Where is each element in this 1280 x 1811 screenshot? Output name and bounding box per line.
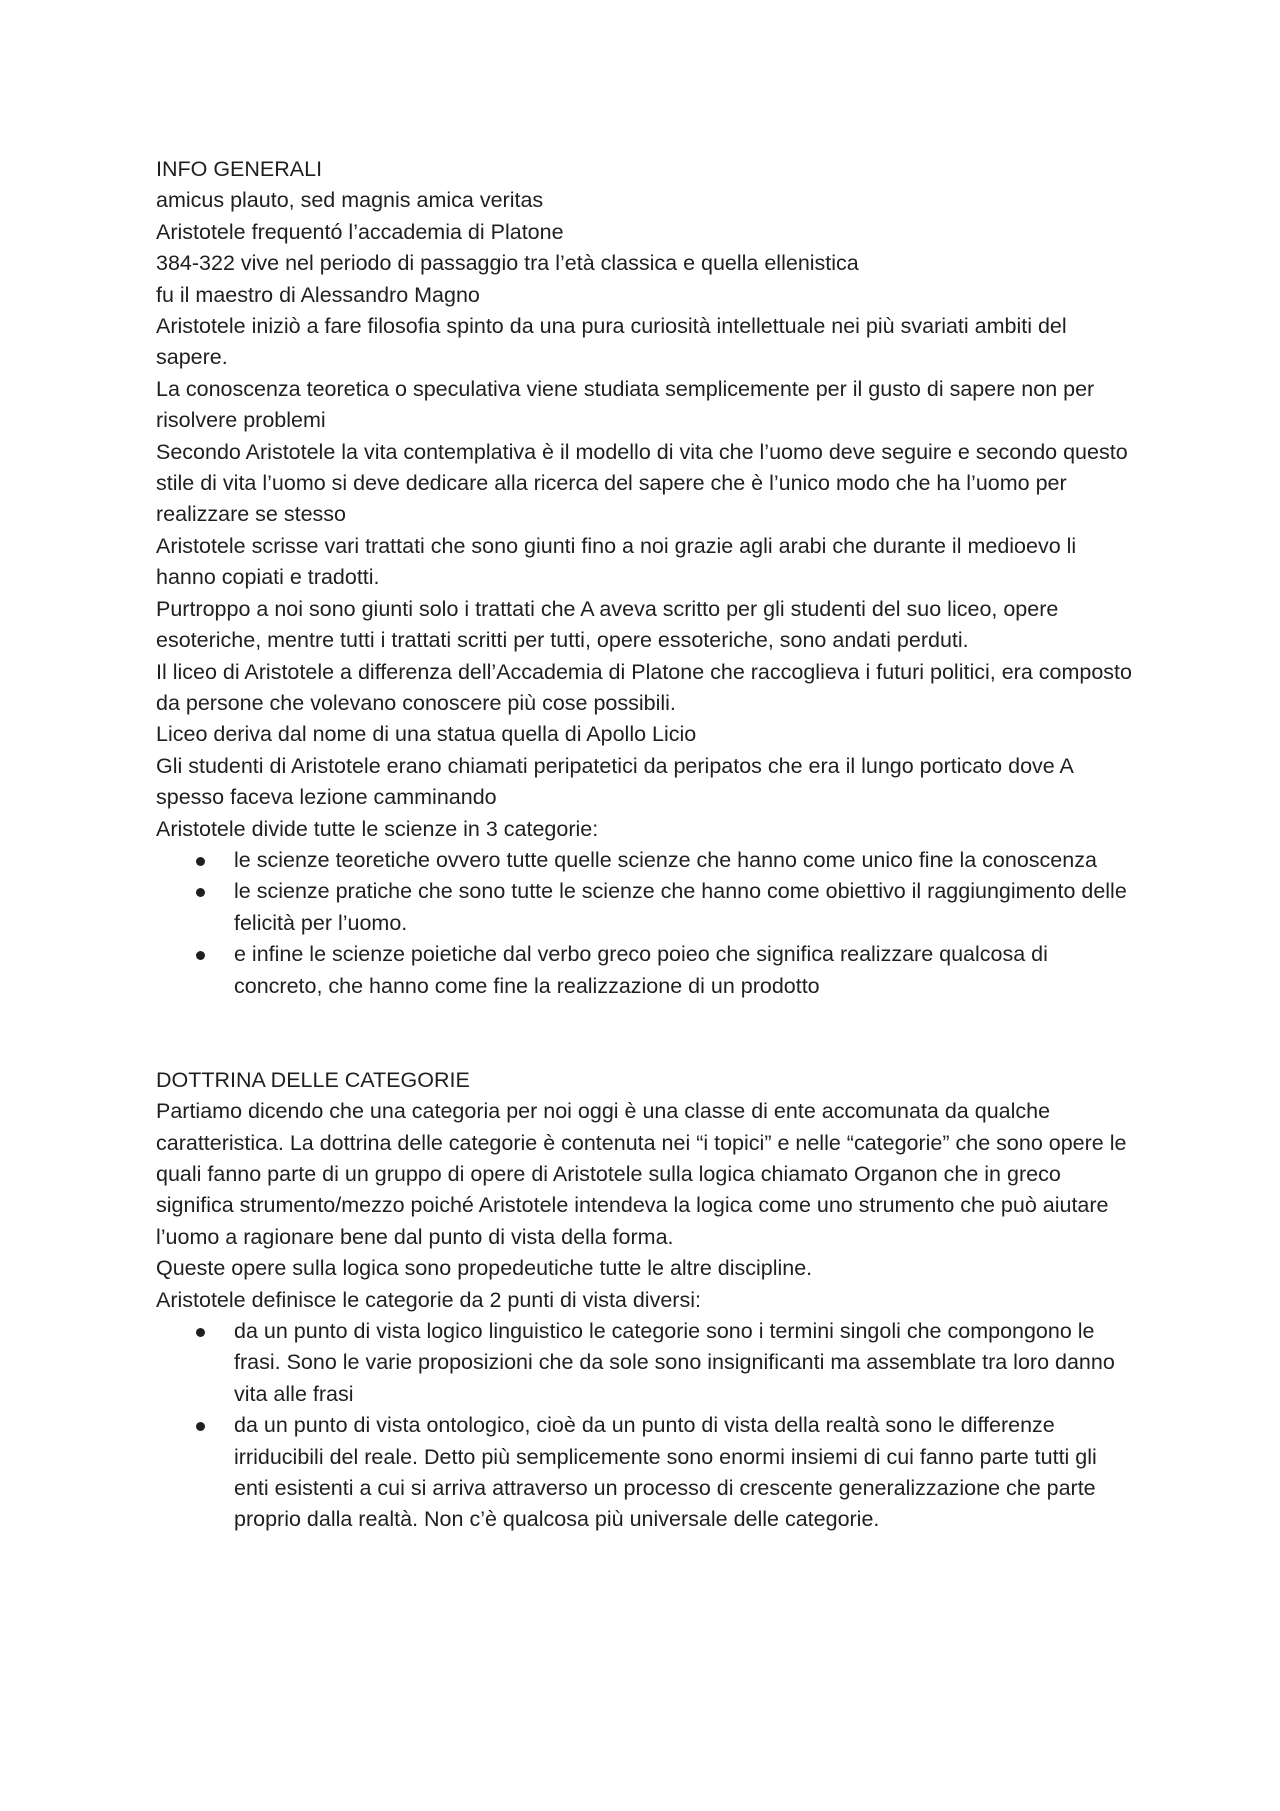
sciences-bullet-list: [156, 845, 1136, 1002]
section-heading-info-generali: INFO GENERALI: [156, 157, 323, 181]
paragraph: 384-322 vive nel periodo di passaggio tra l’età classica e quella ellenistica: [156, 251, 859, 276]
paragraph: Queste opere sulla logica sono propedeutiche tutte le altre discipline.: [156, 1256, 813, 1281]
list-item-text: e infine le scienze poietiche dal verbo greco poieo che significa realizzare qualcosa di concreto, che hanno come fine la realizzazione di un prodotto: [234, 942, 1048, 998]
bullet-dot-icon: [196, 951, 205, 960]
list-item: [156, 1410, 1136, 1536]
paragraph: Gli studenti di Aristotele erano chiamati peripatetici da peripatos che era il lungo porticato dove A spesso faceva lezione camminando: [156, 753, 1073, 810]
section-heading-dottrina-delle-categorie: DOTTRINA DELLE CATEGORIE: [156, 1067, 470, 1092]
bullet-dot-icon: [196, 857, 205, 866]
bullet-dot-icon: [196, 1328, 205, 1337]
list-item: [156, 876, 1136, 939]
list-item-text: da un punto di vista ontologico, cioè da un punto di vista della realtà sono le differenze irriducibili del reale. Detto più semplicemente sono enormi insiemi di cui fanno parte tutti gli enti esistenti a cui si arriva attraverso un processo di crescente generalizzazione che parte proprio dalla realtà. Non c’è qualcosa più universale delle categorie.: [234, 1413, 1097, 1532]
paragraph: La conoscenza teoretica o speculativa viene studiata semplicemente per il gusto di sapere non per risolvere problemi: [156, 376, 1095, 433]
bullet-dot-icon: [196, 1422, 205, 1431]
paragraph: amicus plauto, sed magnis amica veritas: [156, 188, 544, 213]
list-item-text: le scienze teoretiche ovvero tutte quelle scienze che hanno come unico fine la conoscenza: [234, 847, 1097, 872]
paragraph: Aristotele iniziò a fare filosofia spinto da una pura curiosità intellettuale nei più svariati ambiti del sapere.: [156, 314, 1067, 370]
paragraph: Aristotele scrisse vari trattati che sono giunti fino a noi grazie agli arabi che durante il medioevo li hanno copiati e tradotti.: [156, 533, 1077, 590]
list-item: [156, 1316, 1136, 1410]
paragraph: fu il maestro di Alessandro Magno: [156, 282, 480, 307]
list-item: [156, 939, 1136, 1002]
list-item: [156, 845, 1136, 876]
paragraph: Partiamo dicendo che una categoria per noi oggi è una classe di ente accomunata da qualche caratteristica. La dottrina delle categorie è contenuta nei “i topici” e nelle “categorie” che sono opere le quali fanno parte di un gruppo di opere di Aristotele sulla logica chiamato Organon che in greco significa strumento/mezzo poiché Aristotele intendeva la logica come uno strumento che può aiutare l’uomo a ragionare bene dal punto di vista della forma.: [156, 1099, 1127, 1249]
list-item-text: le scienze pratiche che sono tutte le scienze che hanno come obiettivo il raggiungimento delle felicità per l’uomo.: [234, 879, 1127, 935]
paragraph: Aristotele definisce le categorie da 2 punti di vista diversi:: [156, 1287, 701, 1312]
paragraph: Aristotele divide tutte le scienze in 3 categorie:: [156, 816, 599, 841]
paragraph: Aristotele frequentó l’accademia di Platone: [156, 219, 564, 244]
bullet-dot-icon: [196, 888, 205, 897]
categories-bullet-list: [156, 1316, 1136, 1536]
paragraph: Secondo Aristotele la vita contemplativa è il modello di vita che l’uomo deve seguire e secondo questo stile di vita l’uomo si deve dedicare alla ricerca del sapere che è l’unico modo che ha l’uomo per realizzare se stesso: [156, 439, 1128, 527]
section-spacer: [156, 1002, 1136, 1065]
paragraph: Il liceo di Aristotele a differenza dell’Accademia di Platone che raccoglieva i futuri politici, era composto da persone che volevano conoscere più cose possibili.: [156, 659, 1132, 715]
list-item-text: da un punto di vista logico linguistico le categorie sono i termini singoli che compongono le frasi. Sono le varie proposizioni che da sole sono insignificanti ma assemblate tra loro danno vita alle frasi: [234, 1319, 1115, 1406]
document-page: [156, 154, 1136, 1536]
paragraph: Liceo deriva dal nome di una statua quella di Apollo Licio: [156, 722, 697, 747]
paragraph: Purtroppo a noi sono giunti solo i trattati che A aveva scritto per gli studenti del suo liceo, opere esoteriche, mentre tutti i trattati scritti per tutti, opere essoteriche, sono andati perduti.: [156, 596, 1059, 653]
